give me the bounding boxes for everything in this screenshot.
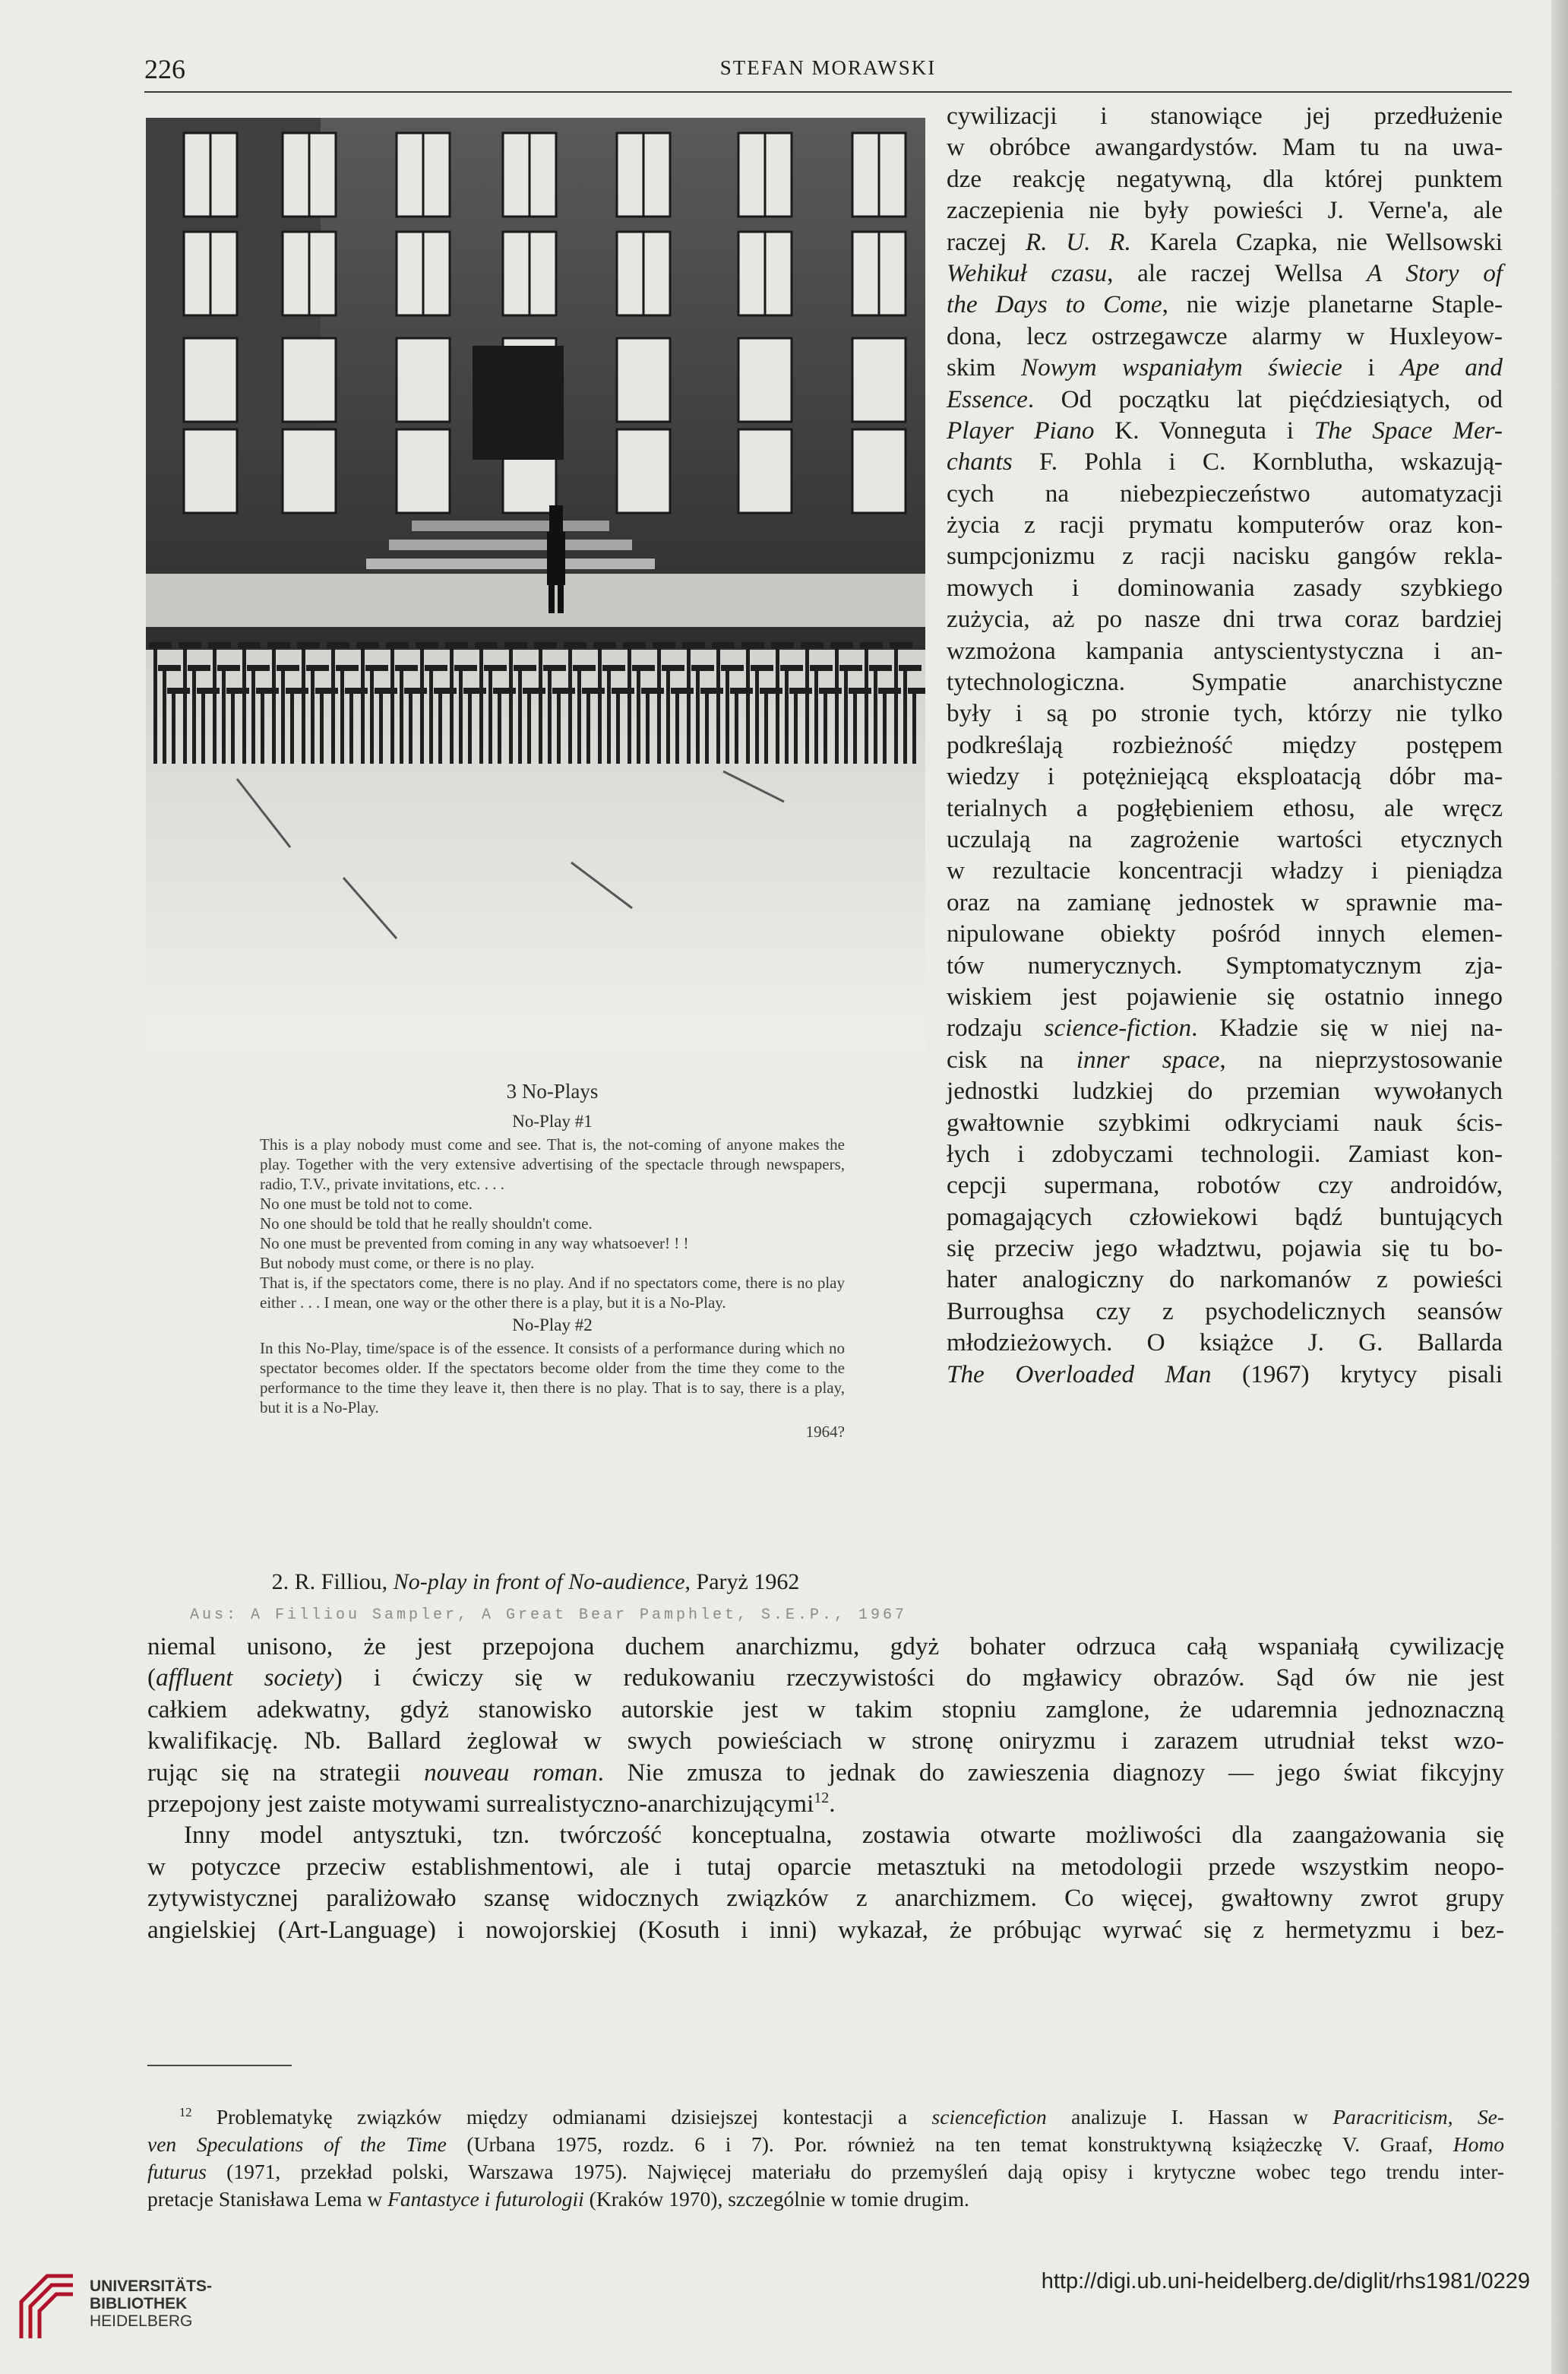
- chair-leg: [331, 642, 335, 764]
- footnote-line: ven Speculations of the Time (Urbana 1975, rozdz. 6 i 7). Por. również na ten temat konstruktywną książeczkę V. Graaf, Homo: [147, 2132, 1504, 2156]
- chair-seat: [771, 642, 794, 648]
- body-line: angielskiej (Art-Language) i nowojorskiej (Kosuth i inni) wykazał, że próbując wyrwać się z hermetyzmu i bez-: [147, 1915, 1504, 1944]
- chair-leg: [666, 665, 670, 764]
- chair-seat: [721, 665, 744, 671]
- italic-phrase: Essence: [947, 385, 1028, 413]
- header-rule: [144, 91, 1512, 93]
- chair-leg: [400, 665, 403, 764]
- chair-seat: [878, 688, 901, 694]
- chair-leg: [883, 688, 887, 764]
- chair-seat: [197, 688, 220, 694]
- inset-line: No one must be prevented from coming in any way whatsoever! ! !: [260, 1234, 689, 1252]
- chair-leg: [320, 688, 324, 764]
- chair-leg: [577, 665, 581, 764]
- chair-seat: [552, 688, 575, 694]
- italic-phrase: Player Piano: [947, 416, 1095, 445]
- chair-seat: [573, 665, 596, 671]
- chair-seat: [849, 688, 871, 694]
- chair-seat: [632, 665, 655, 671]
- chair-seat: [741, 642, 764, 648]
- chair-seat: [839, 665, 862, 671]
- chair-leg: [776, 642, 779, 764]
- italic-phrase: A Story of: [1367, 258, 1503, 287]
- inset-line: No one must be told not to come.: [260, 1195, 473, 1213]
- italic-phrase: nouveau roman: [424, 1758, 598, 1787]
- chair-leg: [281, 665, 285, 764]
- body-line: sumpcjonizmu z racji nacisku gangów rekla-: [947, 542, 1503, 571]
- body-line: podkreślają rozbieżność między postępem: [947, 730, 1503, 759]
- page-number: 226: [144, 54, 185, 84]
- body-line: w potyczce przeciw establishmentowi, ale i tutaj oparcie metasztuki na metodologii przede wszystkim neopo-: [147, 1852, 1504, 1881]
- body-line: wzmożona kampania antyscientystyczna i an-: [947, 636, 1503, 665]
- chair-seat: [345, 688, 368, 694]
- chair-leg: [172, 688, 175, 764]
- chair-leg: [498, 688, 501, 764]
- chair-leg: [696, 665, 700, 764]
- italic-phrase: Fantastyce i futurologii: [387, 2187, 584, 2211]
- inset-heading: 3 No-Plays: [506, 1080, 599, 1103]
- chair-leg: [429, 665, 433, 764]
- chair-seat: [179, 642, 201, 648]
- chair-leg: [261, 688, 264, 764]
- chair-leg: [785, 665, 789, 764]
- chair-seat: [780, 665, 803, 671]
- chair-seat: [445, 642, 468, 648]
- chair-leg: [163, 665, 166, 764]
- chair-seat: [523, 688, 545, 694]
- chair-leg: [835, 642, 839, 764]
- building-photo: [146, 118, 925, 1052]
- chair-seat: [582, 688, 605, 694]
- footnote-line: futurus (1971, przekład polski, Warszawa 1975). Najwięcej materiału do przemyśleń dają opisy i krytyczne wobec tego trendu inter-: [147, 2160, 1504, 2183]
- chair-leg: [824, 688, 827, 764]
- inset-paragraph: That is, if the spectators come, there is no play. And if no spectators come, there is no play either . . . I mean, one way or the other there is a play, but it is a No-Play.: [260, 1274, 845, 1312]
- body-line: Inny model antysztuki, tzn. twórczość konceptualna, zostawia otwarte możliwości dla zaangażowania się: [184, 1821, 1504, 1850]
- body-line: zytywistycznej paraliżowało szansę widocznych związków z anarchizmem. Co więcej, gwałtowny zwrot grupy: [147, 1884, 1504, 1913]
- chair-seat: [386, 642, 409, 648]
- chair-seat: [475, 642, 498, 648]
- chair-leg: [735, 688, 738, 764]
- chair-leg: [646, 688, 650, 764]
- chair-seat: [434, 688, 457, 694]
- chair-seat: [493, 688, 516, 694]
- chair-leg: [894, 642, 898, 764]
- chair-leg: [568, 642, 572, 764]
- body-line: skim Nowym wspaniałym świecie i Ape and: [947, 353, 1503, 382]
- italic-phrase: Wehikuł czasu: [947, 258, 1108, 287]
- italic-phrase: sciencefiction: [931, 2105, 1047, 2129]
- chair-seat: [226, 688, 249, 694]
- italic-phrase: Ape and: [1400, 353, 1503, 382]
- window: [738, 338, 792, 422]
- body-line: w rezultacie koncentracji władzy i pieniądza: [947, 856, 1503, 885]
- caption-suffix: , Paryż 1962: [684, 1569, 800, 1594]
- body-line: życia z racji prymatu komputerów oraz kon-: [947, 511, 1503, 540]
- body-line: dze reakcję negatywną, dla której punktem: [947, 164, 1503, 193]
- chair-seat: [751, 665, 773, 671]
- chair-seat: [375, 688, 397, 694]
- chair-seat: [860, 642, 883, 648]
- running-title: STEFAN MORAWSKI: [719, 56, 937, 79]
- source-url-link[interactable]: http://digi.ub.uni-heidelberg.de/diglit/rhs1981/0229: [1041, 2269, 1530, 2293]
- chair-seat: [760, 688, 782, 694]
- body-line: Wehikuł czasu, ale raczej Wellsa A Story of: [947, 258, 1503, 287]
- chair-seat: [277, 665, 299, 671]
- chair-seat: [700, 688, 723, 694]
- body-line: w obróbce awangardystów. Mam tu na uwa-: [947, 133, 1503, 162]
- chair-leg: [192, 665, 196, 764]
- body-line: mowych i dominowania zasady szybkiego: [947, 573, 1503, 602]
- chair-leg: [290, 688, 294, 764]
- chair-leg: [251, 665, 255, 764]
- chair-seat: [247, 665, 270, 671]
- chair-leg: [746, 642, 750, 764]
- body-line: jednostki ludzkiej do przemian wywołanych: [947, 1077, 1503, 1106]
- body-line: były i są po stronie tych, którzy nie tylko: [947, 699, 1503, 728]
- chair-seat: [712, 642, 735, 648]
- window: [283, 429, 336, 513]
- chair-leg: [628, 642, 631, 764]
- body-line: zużycia, aż po nasze dni trwa coraz bardziej: [947, 605, 1503, 634]
- body-line: cych na niebezpieczeństwo automatyzacji: [947, 479, 1503, 508]
- chair-seat: [593, 642, 616, 648]
- chair-seat: [425, 665, 447, 671]
- chair-seat: [267, 642, 290, 648]
- chair-leg: [805, 642, 809, 764]
- chair-seat: [890, 642, 912, 648]
- italic-phrase: Paracriticism, Se-: [1332, 2105, 1504, 2129]
- chair-seat: [356, 642, 379, 648]
- chair-leg: [222, 665, 226, 764]
- chair-leg: [201, 688, 205, 764]
- chair-leg: [814, 665, 818, 764]
- chair-seat: [336, 665, 359, 671]
- photo-illustration: [146, 118, 925, 1052]
- chair-leg: [509, 642, 513, 764]
- chair-leg: [794, 688, 798, 764]
- chair-seat: [217, 665, 240, 671]
- window: [397, 338, 450, 422]
- body-line: cisk na inner space, na nieprzystosowanie: [947, 1045, 1503, 1074]
- chair-seat: [612, 688, 634, 694]
- chair-leg: [379, 688, 383, 764]
- figure-caption: [146, 1569, 925, 1595]
- chair-seat: [801, 642, 824, 648]
- body-line: Player Piano K. Vonneguta i The Space Mer-: [947, 416, 1503, 445]
- chair-seat: [365, 665, 388, 671]
- chair-seat: [869, 665, 892, 671]
- chair-leg: [586, 688, 590, 764]
- chair-leg: [311, 665, 315, 764]
- italic-phrase: Homo: [1453, 2132, 1504, 2156]
- running-head: [144, 50, 1512, 93]
- italic-phrase: science-fiction: [1044, 1014, 1192, 1043]
- body-line: kwalifikację. Nb. Ballard żeglował w swych powieściach w stronę oniryzmu i zarazem utrudniał tekst wzo-: [147, 1727, 1504, 1755]
- italic-phrase: R. U. R.: [1025, 227, 1131, 256]
- chair-leg: [844, 665, 848, 764]
- window: [397, 429, 450, 513]
- chair-leg: [468, 688, 472, 764]
- chair-seat: [286, 688, 308, 694]
- body-line: tów numerycznych. Symptomatycznym zja-: [947, 951, 1503, 980]
- chair-leg: [272, 642, 276, 764]
- chair-leg: [557, 688, 561, 764]
- chair-leg: [912, 688, 916, 764]
- chair-leg: [438, 688, 442, 764]
- chair-seat: [327, 642, 349, 648]
- chair-leg: [183, 642, 187, 764]
- window: [617, 338, 670, 422]
- chair-leg: [242, 642, 246, 764]
- chair-leg: [302, 642, 305, 764]
- chair-leg: [459, 665, 463, 764]
- chair-leg: [409, 688, 413, 764]
- window: [184, 429, 237, 513]
- chair-seat: [188, 665, 210, 671]
- body-line: całkiem adekwatny, gdyż stanowisko autorskie jest w takim stopniu zamglone, że udaremnia jednoznaczną: [147, 1695, 1504, 1724]
- chair-seat: [899, 665, 922, 671]
- chair-seat: [819, 688, 842, 694]
- body-line: rując się na strategii nouveau roman. Nie zmusza to jednak do zawieszenia diagnozy — jego świat fikcyjny: [147, 1758, 1504, 1787]
- page-edge-shadow: [1551, 0, 1568, 2374]
- body-line: raczej R. U. R. Karela Czapka, nie Wellsowski: [947, 227, 1503, 256]
- inset-subheading: No-Play #2: [512, 1315, 593, 1334]
- chair-seat: [158, 665, 181, 671]
- body-line: terialnych a pogłębieniem ethosu, ale wręcz: [947, 793, 1503, 822]
- chair-leg: [518, 665, 522, 764]
- chair-leg: [865, 642, 868, 764]
- chair-leg: [705, 688, 709, 764]
- chair-leg: [687, 642, 691, 764]
- logo-line: HEIDELBERG: [90, 2312, 193, 2330]
- italic-phrase: the Days to Come: [947, 290, 1162, 319]
- body-line: młodzieżowych. O książce J. G. Ballarda: [947, 1328, 1503, 1357]
- body-line: Burroughsa czy z psychodelicznych seansów: [947, 1296, 1503, 1325]
- caption-prefix: 2. R. Filliou,: [271, 1569, 394, 1594]
- italic-phrase: futurus: [147, 2160, 207, 2183]
- body-line: wiedzy i potężniejącą eksploatacją dóbr ma-: [947, 762, 1503, 791]
- chair-seat: [404, 688, 427, 694]
- chair-leg: [361, 642, 365, 764]
- body-line: The Overloaded Man (1967) krytycy pisali: [947, 1360, 1503, 1388]
- figure: [146, 118, 925, 1624]
- chair-seat: [416, 642, 438, 648]
- italic-phrase: chants: [947, 448, 1013, 476]
- body-line: zaczepienia nie były powieści J. Verne'a, ale: [947, 196, 1503, 225]
- chair-seat: [149, 642, 172, 648]
- italic-phrase: Nowym wspaniałym świecie: [1021, 353, 1342, 382]
- window: [738, 429, 792, 513]
- chair-seat: [789, 688, 812, 694]
- chair-leg: [726, 665, 729, 764]
- chair-leg: [479, 642, 483, 764]
- chair-leg: [716, 642, 720, 764]
- chair-seat: [306, 665, 329, 671]
- chair-leg: [539, 642, 542, 764]
- body-line: niemal unisono, że jest przepojona duchem anarchizmu, gdyż bohater odrzuca całą wspaniałą cywilizację: [147, 1632, 1504, 1660]
- footnote-marker: 12: [179, 2104, 192, 2119]
- logo-line: UNIVERSITÄTS-: [90, 2277, 213, 2295]
- chair-seat: [602, 665, 625, 671]
- chair-seat: [463, 688, 486, 694]
- body-line: the Days to Come, nie wizje planetarne Staple-: [947, 290, 1503, 319]
- chair-seat: [238, 642, 261, 648]
- inset-year: 1964?: [805, 1423, 845, 1441]
- chair-leg: [548, 665, 552, 764]
- chair-seat: [256, 688, 279, 694]
- chair-seat: [641, 688, 664, 694]
- chair-seat: [395, 665, 418, 671]
- chair-seat: [315, 688, 338, 694]
- body-line: (affluent society) i ćwiczy się w redukowaniu rzeczywistości do mgławicy obrazów. Sąd ów nie jest: [147, 1663, 1504, 1692]
- window: [184, 338, 237, 422]
- body-line: Essence. Od początku lat pięćdziesiątych, od: [947, 385, 1503, 413]
- chair-leg: [349, 688, 353, 764]
- chair-leg: [764, 688, 768, 764]
- inset-line: No one should be told that he really shouldn't come.: [260, 1214, 593, 1233]
- chair-seat: [691, 665, 714, 671]
- window: [852, 429, 906, 513]
- chair-seat: [830, 642, 853, 648]
- chair-leg: [657, 642, 661, 764]
- body-line: się przeciw jego władztwu, pojawia się tu bo-: [947, 1234, 1503, 1263]
- inset-source: Aus: A Filliou Sampler, A Great Bear Pamphlet, S.E.P., 1967: [189, 1606, 908, 1624]
- chair-seat: [623, 642, 646, 648]
- window: [283, 338, 336, 422]
- chair-leg: [488, 665, 492, 764]
- inset-paragraph: This is a play nobody must come and see. That is, the not-coming of anyone makes the play. Together with the very extensive advertising of the spectacle through newspapers, radio, T.V., private invitations, etc. . . .: [260, 1135, 845, 1193]
- chair-seat: [662, 665, 684, 671]
- body-line: hater analogiczny do narkomanów z powieści: [947, 1265, 1503, 1294]
- chair-leg: [231, 688, 235, 764]
- italic-phrase: The Space Mer-: [1314, 416, 1503, 445]
- chair-leg: [213, 642, 217, 764]
- italic-phrase: affluent society: [156, 1663, 334, 1692]
- chair-leg: [637, 665, 640, 764]
- window: [617, 429, 670, 513]
- chair-seat: [534, 642, 557, 648]
- library-logo-icon: [17, 2271, 77, 2341]
- chair-seat: [564, 642, 586, 648]
- footnotes: [147, 2103, 1504, 2213]
- chair-seat: [167, 688, 190, 694]
- chair-seat: [454, 665, 477, 671]
- body-line: uczulają na zagrożenie wartości etycznych: [947, 825, 1503, 853]
- chair-seat: [514, 665, 536, 671]
- chair-leg: [903, 665, 907, 764]
- chair-leg: [450, 642, 454, 764]
- body-line: nipulowane obiekty pośród innych elemen-: [947, 920, 1503, 948]
- footnote-line: pretacje Stanisława Lema w Fantastyce i futurologii (Kraków 1970), szczególnie w tomie drugim.: [147, 2187, 969, 2211]
- body-line: dona, lecz ostrzegawcze alarmy w Huxleyow-: [947, 321, 1503, 350]
- footnote-rule: [147, 2065, 292, 2066]
- chair-seat: [730, 688, 753, 694]
- body-line: rodzaju science-fiction. Kładzie się w niej na-: [947, 1014, 1503, 1043]
- chair-seat: [504, 642, 527, 648]
- chair-leg: [675, 688, 679, 764]
- chair-leg: [153, 642, 157, 764]
- chair-leg: [853, 688, 857, 764]
- footnote-marker: 12: [814, 1789, 830, 1806]
- library-logo-text: [90, 2277, 212, 2330]
- chair-leg: [607, 665, 611, 764]
- chair-leg: [598, 642, 602, 764]
- chair-seat: [543, 665, 566, 671]
- italic-phrase: inner space: [1076, 1045, 1220, 1074]
- body-line: oraz na zamianę jednostek w sprawnie ma-: [947, 888, 1503, 916]
- body-line: pomagających człowiekowi bądź buntujących: [947, 1202, 1503, 1231]
- body-line: wiskiem jest pojawienie się ostatnio innego: [947, 982, 1503, 1011]
- italic-phrase: The Overloaded Man: [947, 1360, 1212, 1388]
- chair-leg: [616, 688, 620, 764]
- body-line: tytechnologiczna. Sympatie anarchistyczne: [947, 668, 1503, 697]
- chair-seat: [297, 642, 320, 648]
- body-line: chants F. Pohla i C. Kornblutha, wskazują-: [947, 448, 1503, 476]
- chair-leg: [755, 665, 759, 764]
- inset-paragraph: In this No-Play, time/space is of the essence. It consists of a performance during which no spectator becomes older. If the spectators become older from the time they come to the performance to the time they leave it, then there is no play. That is to say, there is a play, but it is a No-Play.: [260, 1339, 845, 1416]
- window: [852, 338, 906, 422]
- chair-seat: [810, 665, 833, 671]
- body-line: przepojony jest zaiste motywami surrealistyczno-anarchizującymi$^{12}$.: [147, 1789, 836, 1818]
- chair-leg: [390, 642, 394, 764]
- chair-leg: [420, 642, 424, 764]
- logo-line: BIBLIOTHEK: [90, 2295, 188, 2312]
- chair-seat: [908, 688, 925, 694]
- italic-phrase: ven Speculations of the Time: [147, 2132, 447, 2156]
- body-line: gwałtownie szybkimi odkryciami nauk ścis-: [947, 1108, 1503, 1137]
- footnote-line: $^{12}$ Problematykę związków między odmianami dzisiejszej kontestacji a sciencefiction analizuje I. Hassan w Paracriticism, Se-: [179, 2104, 1504, 2129]
- inset-subheading: No-Play #1: [512, 1112, 593, 1131]
- chair-leg: [874, 665, 877, 764]
- chair-seat: [653, 642, 675, 648]
- chair-seat: [682, 642, 705, 648]
- chair-seat: [484, 665, 507, 671]
- body-line: cywilizacji i stanowiące jej przedłużenie: [947, 102, 1503, 130]
- inset-line: But nobody must come, or there is no play.: [260, 1254, 535, 1272]
- body-text-full-width: [147, 1631, 1504, 1945]
- body-line: cepcji supermana, robotów czy androidów,: [947, 1171, 1503, 1200]
- chair-leg: [340, 665, 344, 764]
- caption-title: No-play in front of No-audience: [393, 1569, 685, 1594]
- body-text-column: [947, 100, 1503, 1390]
- chair-leg: [370, 665, 374, 764]
- chair-seat: [208, 642, 231, 648]
- chair-leg: [527, 688, 531, 764]
- library-logo: [17, 2268, 336, 2352]
- body-line: łych i zdobyczami technologii. Zamiast kon-: [947, 1139, 1503, 1168]
- chair-seat: [671, 688, 694, 694]
